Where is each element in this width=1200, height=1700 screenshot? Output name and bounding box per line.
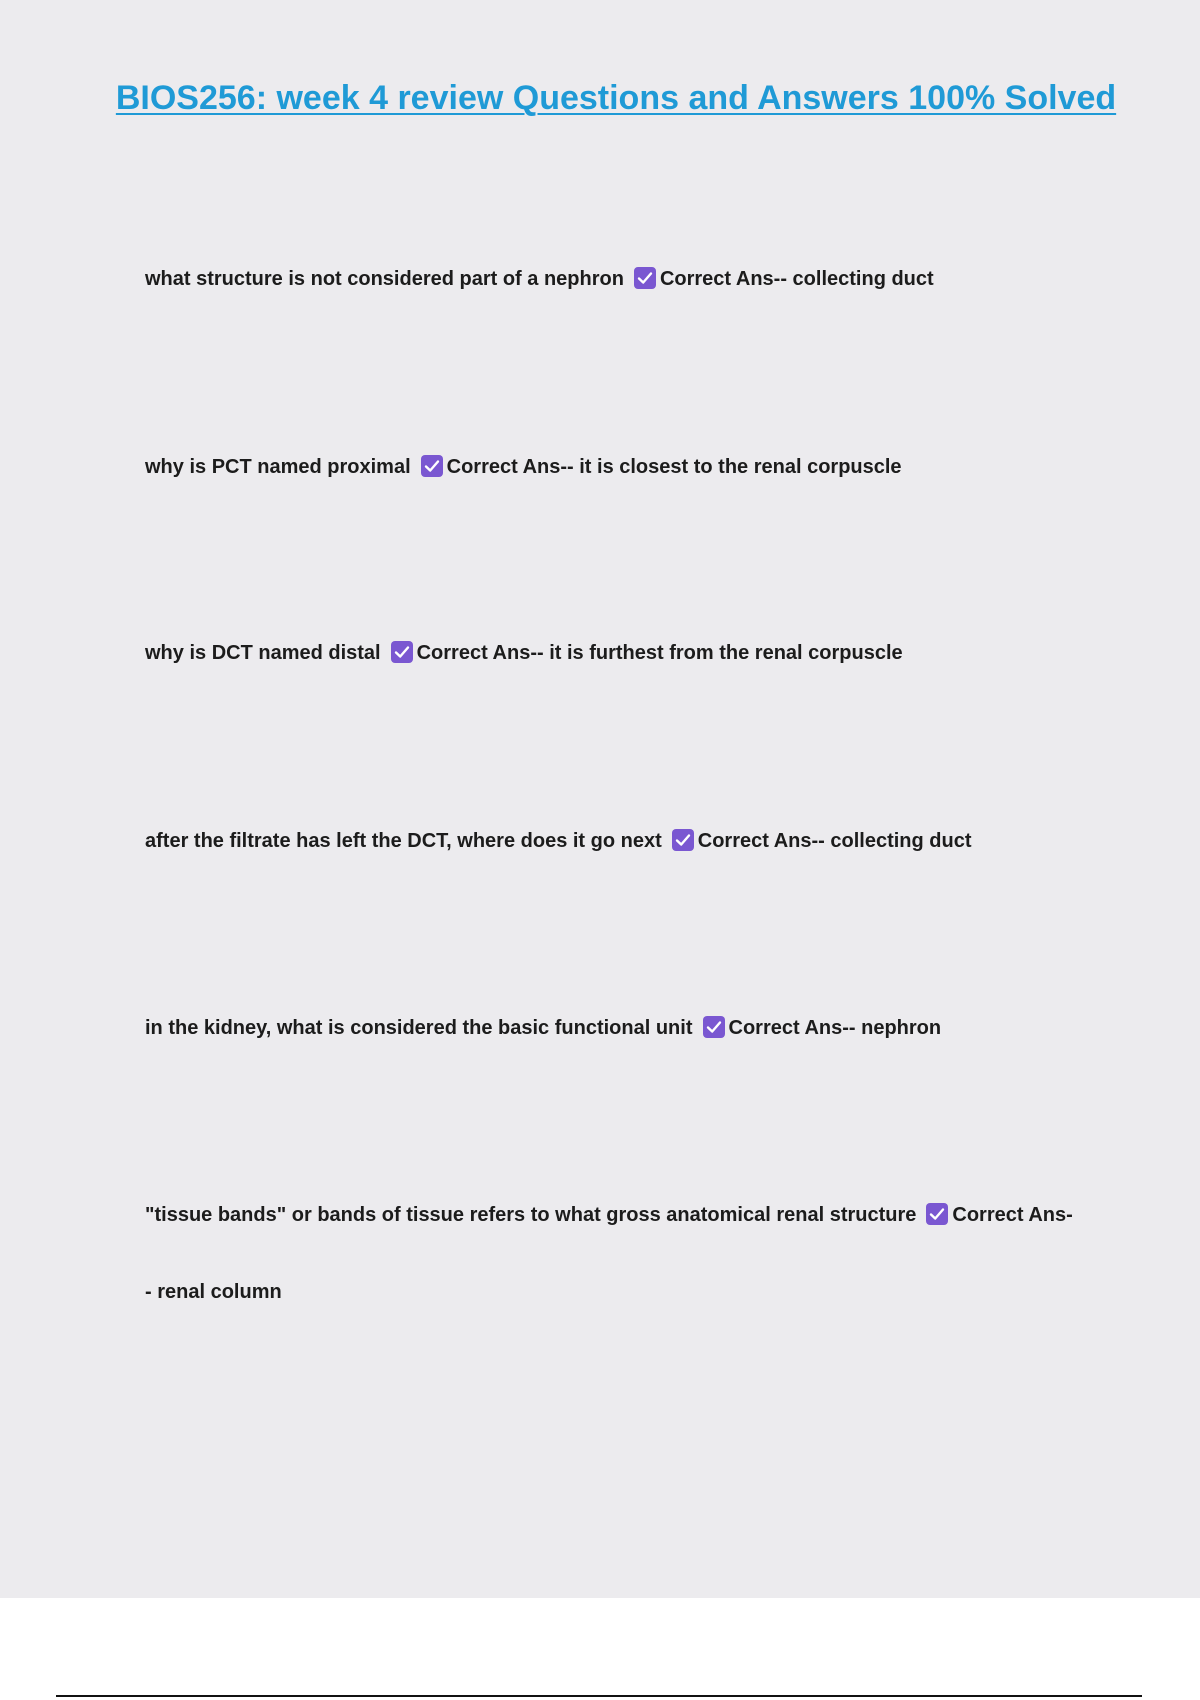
qa-item xyxy=(145,1177,1075,1331)
question-text: "tissue bands" or bands of tissue refers to what gross anatomical renal structure xyxy=(145,1204,917,1226)
qa-item xyxy=(145,803,1075,880)
checked-checkbox-icon xyxy=(672,829,694,851)
answer-text: Correct Ans-- renal column xyxy=(145,1204,1073,1303)
checked-checkbox-icon xyxy=(421,455,443,477)
question-text: why is DCT named distal xyxy=(145,642,381,664)
question-text: what structure is not considered part of a nephron xyxy=(145,268,624,290)
qa-item xyxy=(145,429,1075,506)
qa-item xyxy=(145,241,1075,318)
checked-checkbox-icon xyxy=(391,641,413,663)
checked-checkbox-icon xyxy=(703,1016,725,1038)
question-text: why is PCT named proximal xyxy=(145,456,411,478)
qa-item xyxy=(145,990,1075,1067)
answer-text: Correct Ans-- collecting duct xyxy=(659,268,934,290)
answer-text: Correct Ans-- it is closest to the renal corpuscle xyxy=(446,456,902,478)
question-text: in the kidney, what is considered the basic functional unit xyxy=(145,1017,693,1039)
answer-text: Correct Ans-- it is furthest from the renal corpuscle xyxy=(416,642,903,664)
document-title: BIOS256: week 4 review Questions and Answers 100% Solved xyxy=(115,79,1117,117)
answer-text: Correct Ans-- collecting duct xyxy=(697,830,972,852)
question-text: after the filtrate has left the DCT, where does it go next xyxy=(145,830,662,852)
qa-item xyxy=(145,615,1075,692)
checked-checkbox-icon xyxy=(634,267,656,289)
answer-text: Correct Ans-- nephron xyxy=(728,1017,942,1039)
checked-checkbox-icon xyxy=(926,1203,948,1225)
footer-divider xyxy=(56,1695,1142,1697)
